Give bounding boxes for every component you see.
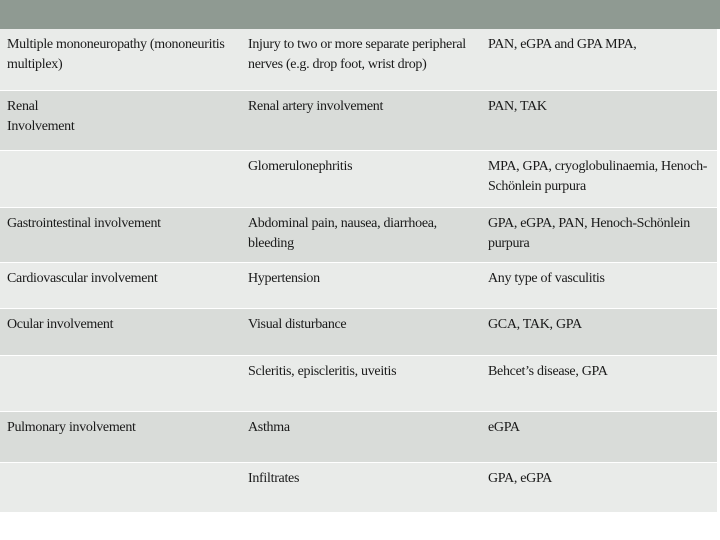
table-cell-description: Injury to two or more separate peripheral nerves (e.g. drop foot, wrist drop) <box>248 37 466 72</box>
vasculitis-table <box>0 29 720 513</box>
table-cell-feature: Renal Involvement <box>7 99 75 134</box>
table-cell-description: Abdominal pain, nausea, diarrhoea, bleeding <box>248 216 437 251</box>
table-cell-description: Infiltrates <box>248 471 300 486</box>
table-cell-feature <box>0 356 241 411</box>
table-cell-feature: Multiple mononeuropathy (mononeuritis multiplex) <box>7 37 225 72</box>
table-row <box>0 412 720 463</box>
table-cell-description: Renal artery involvement <box>248 99 384 114</box>
table-cell-feature <box>0 463 241 512</box>
table-cell-feature: Pulmonary involvement <box>7 420 136 435</box>
table-row <box>0 208 720 263</box>
table-cell-vasculitis: eGPA <box>488 420 520 435</box>
table-cell-vasculitis: GPA, eGPA <box>488 471 552 486</box>
table-cell-description: Glomerulonephritis <box>248 159 353 174</box>
table-cell-feature: Ocular involvement <box>7 317 114 332</box>
table-row <box>0 309 720 356</box>
table-row <box>0 29 720 91</box>
table-cell-vasculitis: GPA, eGPA, PAN, Henoch-Schönlein purpura <box>488 216 690 251</box>
table-cell-description: Asthma <box>248 420 290 435</box>
table-cell-description: Visual disturbance <box>248 317 347 332</box>
table-cell-description: Hypertension <box>248 271 320 286</box>
table-row <box>0 151 720 208</box>
header-band <box>0 0 720 29</box>
table-cell-vasculitis: Any type of vasculitis <box>488 271 605 286</box>
table-row <box>0 463 720 513</box>
table-cell-feature: Gastrointestinal involvement <box>7 216 161 231</box>
table-row <box>0 263 720 309</box>
table-cell-vasculitis: GCA, TAK, GPA <box>488 317 582 332</box>
table-cell-description: Scleritis, episcleritis, uveitis <box>248 364 397 379</box>
table-cell-feature: Cardiovascular involvement <box>7 271 158 286</box>
table-cell-vasculitis: PAN, eGPA and GPA MPA, <box>488 37 637 52</box>
table-cell-vasculitis: PAN, TAK <box>488 99 547 114</box>
table-cell-vasculitis: MPA, GPA, cryoglobulinaemia, Henoch-Schönlein purpura <box>488 159 708 194</box>
table-cell-vasculitis: Behcet’s disease, GPA <box>488 364 608 379</box>
table-cell-feature <box>0 151 241 207</box>
table-row <box>0 356 720 412</box>
table-row <box>0 91 720 151</box>
